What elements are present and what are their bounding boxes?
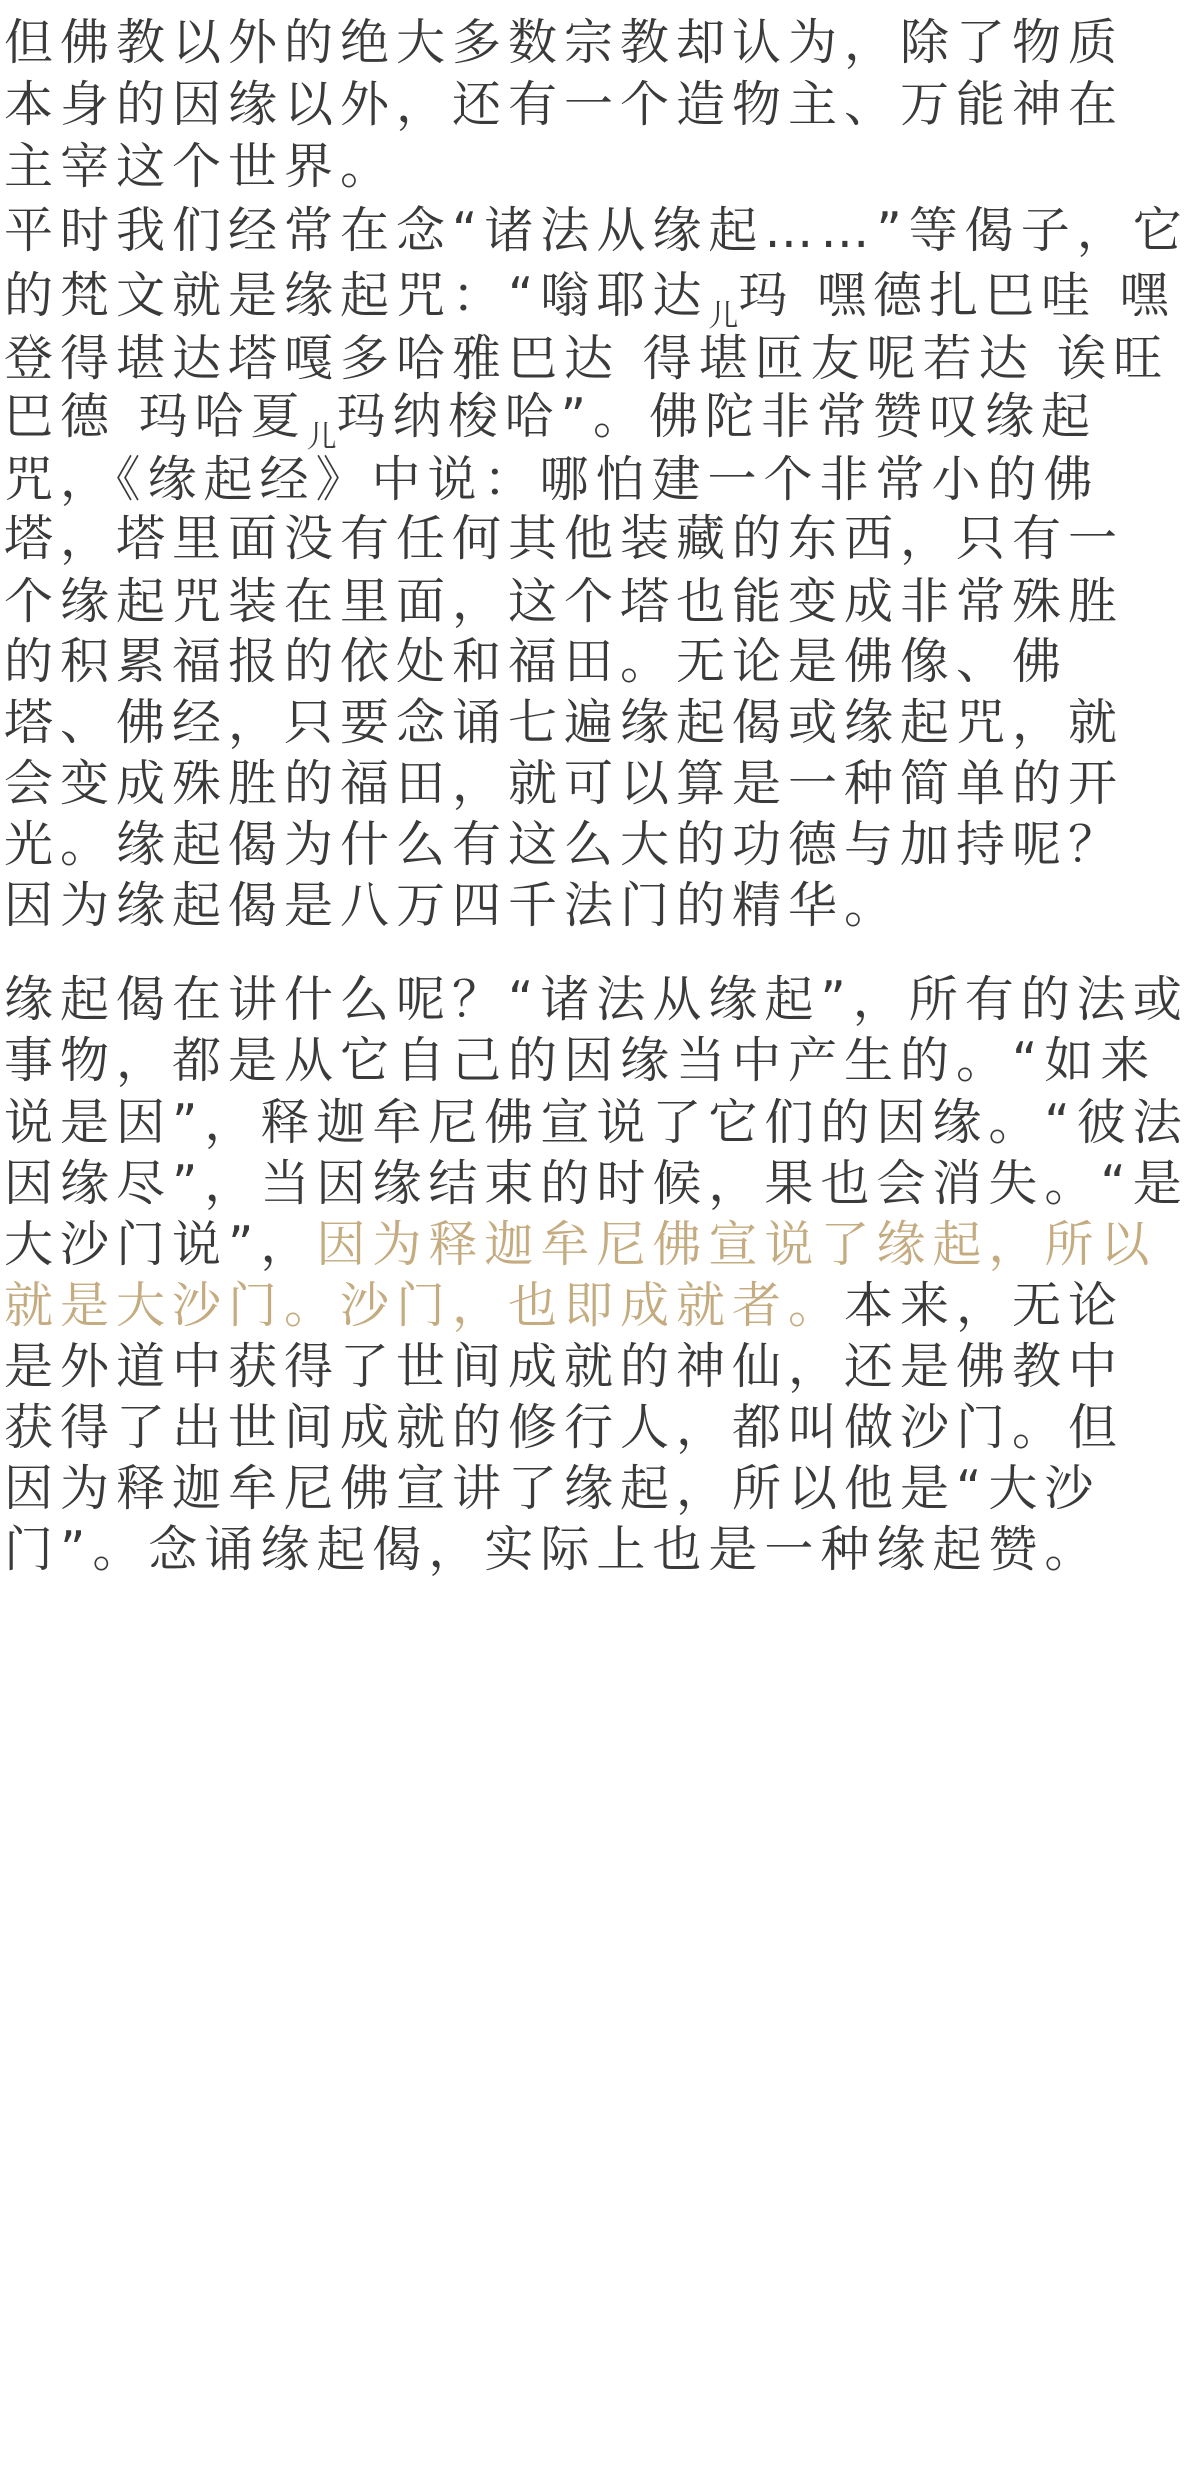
line-text: 本来，无论: [844, 1277, 1125, 1334]
line-text: 缘起偈在讲什么呢？“诸法从缘起”，所有的法或: [4, 971, 1189, 1028]
line-text: 但佛教以外的绝大多数宗教却认为，除了物质: [4, 14, 1125, 71]
highlighted-text: 就是大沙门。沙门，也即成就者。: [4, 1277, 845, 1334]
line-text: 的梵文就是缘起咒：“嗡耶达: [4, 267, 709, 324]
line-text: 玛纳梭哈”。佛陀非常赞叹缘起: [336, 388, 1097, 445]
paragraph-line: [4, 751, 1125, 817]
line-text: 咒，《缘起经》中说：哪怕建一个非常小的佛: [4, 451, 1100, 508]
paragraph-line: [4, 1456, 1101, 1522]
paragraph-line: [4, 1273, 1125, 1339]
subscript-mark: 儿: [306, 420, 337, 455]
line-text: 会变成殊胜的福田，就可以算是一种简单的开: [4, 755, 1125, 812]
paragraph-line: [4, 873, 1076, 939]
paragraph-line: [4, 72, 1125, 138]
line-text: 玛 嘿德扎巴哇 嘿: [738, 267, 1176, 324]
paragraph-line: [4, 1090, 1189, 1156]
line-text: 本身的因缘以外，还有一个造物主、万能神在: [4, 76, 1125, 133]
line-text: 光。缘起偈为什么有这么大的功德与加持呢？: [4, 816, 1125, 873]
line-text: 获得了出世间成就的修行人，都叫做沙门。但: [4, 1399, 1125, 1456]
line-text: 因缘尽”，当因缘结束的时候，果也会消失。“是: [4, 1155, 1189, 1212]
line-text: 塔、佛经，只要念诵七遍缘起偈或缘起咒，就: [4, 694, 1125, 751]
line-text: 门”。念诵缘起偈，实际上也是一种缘起赞。: [4, 1521, 1101, 1578]
paragraph-line: [4, 1334, 1125, 1400]
line-text: 塔，塔里面没有任何其他装藏的东西，只有一: [4, 510, 1125, 567]
paragraph-line: [4, 1212, 1157, 1278]
paragraph-line: [4, 1028, 1157, 1094]
line-text: 说是因”，释迦牟尼佛宣说了它们的因缘。“彼法: [4, 1094, 1189, 1151]
paragraph-line: [4, 326, 1170, 392]
paragraph-line: [4, 10, 1125, 76]
line-text: 主宰这个世界。: [4, 138, 397, 195]
paragraph-line: [4, 1517, 1101, 1583]
line-text: 是外道中获得了世间成就的神仙，还是佛教中: [4, 1338, 1125, 1395]
paragraph-line: [4, 690, 1125, 756]
paragraph-line: [4, 569, 1125, 635]
paragraph-line: [4, 384, 1097, 455]
line-text: 个缘起咒装在里面，这个塔也能变成非常殊胜: [4, 573, 1125, 630]
paragraph-line: [4, 447, 1100, 513]
line-text: 登得堪达塔嘎多哈雅巴达 得堪匝友呢若达 诶旺: [4, 330, 1170, 387]
paragraph-line: [4, 263, 1176, 334]
paragraph-line: [4, 506, 1125, 572]
line-text: 大沙门说”，: [4, 1216, 317, 1273]
paragraph-line: [4, 1395, 1125, 1461]
line-text: 平时我们经常在念“诸法从缘起……”等偈子，它: [4, 202, 1189, 259]
line-text: 事物，都是从它自己的因缘当中产生的。“如来: [4, 1032, 1157, 1089]
line-text: 因为缘起偈是八万四千法门的精华。: [4, 877, 901, 934]
subscript-mark: 儿: [708, 299, 739, 334]
paragraph-line: [4, 967, 1189, 1033]
paragraph-line: [4, 629, 1076, 695]
line-text: 的积累福报的依处和福田。无论是佛像、佛: [4, 633, 1069, 690]
paragraph-line: [4, 812, 1125, 878]
paragraph-line: [4, 134, 1076, 200]
paragraph-line: [4, 1151, 1189, 1217]
line-text: 巴德 玛哈夏: [4, 388, 307, 445]
paragraph-line: [4, 198, 1189, 264]
line-text: 因为释迦牟尼佛宣讲了缘起，所以他是“大沙: [4, 1460, 1101, 1517]
highlighted-text: 因为释迦牟尼佛宣说了缘起，所以: [316, 1216, 1157, 1273]
